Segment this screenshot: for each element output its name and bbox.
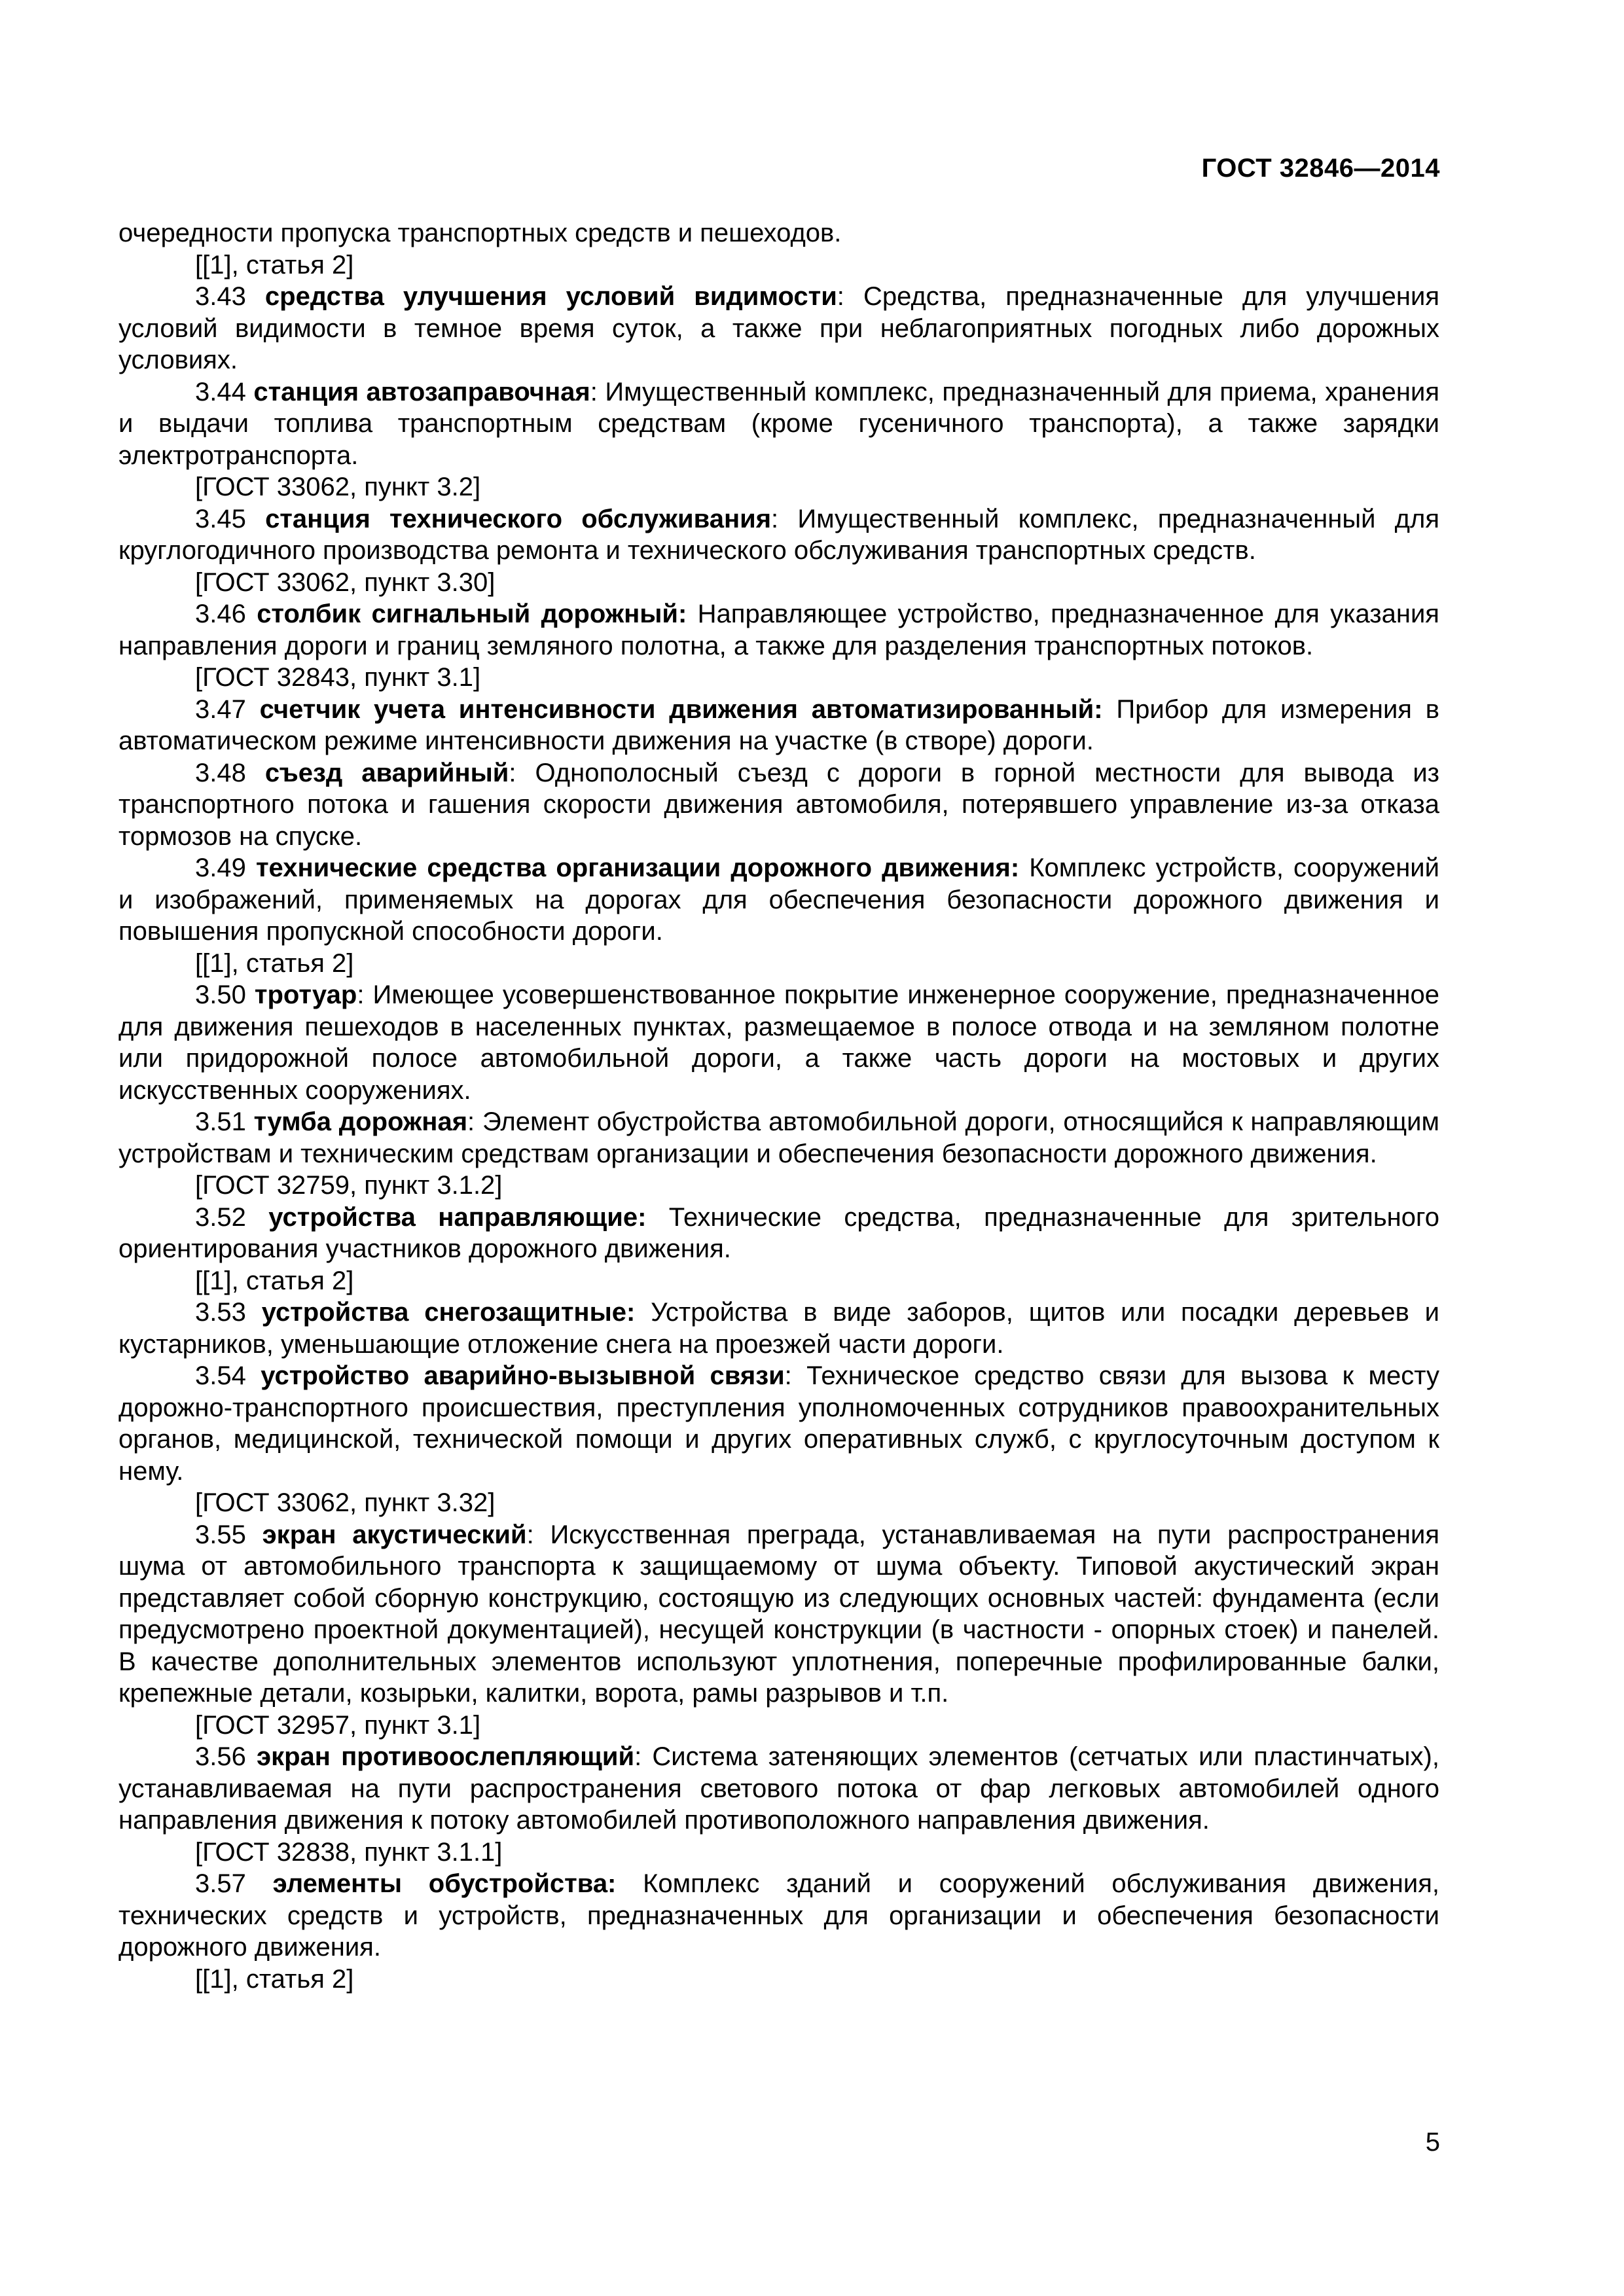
term-entry bbox=[118, 503, 1439, 567]
entry-reference: [ГОСТ 32838, пункт 3.1.1] bbox=[195, 1837, 503, 1867]
entry-number: 3.56 bbox=[195, 1742, 246, 1771]
entry-number: 3.51 bbox=[195, 1107, 246, 1136]
entry-definition: Имеющее усовершенствованное покрытие инженерное сооружение, предназначенное для движения пешеходов в населенных пунктах, размещаемое в полосе отвода и на земляном полотне или придорожной полосе автомобильной дороги, а также часть дороги на мостовых и других искусственных сооружениях. bbox=[118, 980, 1439, 1105]
entry-definition: Комплекс устройств, сооружений и изображений, применяемых на дорогах для обеспечения безопасности дорожного движения и повышения пропускной способности дороги. bbox=[118, 853, 1439, 946]
entry-number: 3.44 bbox=[195, 377, 246, 406]
continuation-text: очередности пропуска транспортных средств и пешеходов. bbox=[118, 219, 842, 247]
entry-separator: : bbox=[837, 282, 863, 311]
term-entry bbox=[118, 694, 1439, 757]
entry-term: средства улучшения условий видимости bbox=[264, 282, 837, 311]
term-entry bbox=[118, 852, 1439, 948]
entry-definition: Система затеняющих элементов (сетчатых или пластинчатых), устанавливаемая на пути распространения светового потока от фар легковых автомобилей одного направления движения к потоку автомобилей противоположного направления движения. bbox=[118, 1742, 1439, 1835]
term-entries bbox=[118, 281, 1439, 1995]
entry-separator bbox=[646, 1203, 668, 1232]
entry-definition: Прибор для измерения в автоматическом режиме интенсивности движения на участке (в створе) дороги. bbox=[118, 694, 1439, 755]
term-entry bbox=[118, 1868, 1439, 1964]
entry-separator: : bbox=[634, 1742, 653, 1771]
entry-separator: : bbox=[784, 1361, 807, 1390]
entry-term: счетчик учета интенсивности движения автоматизированный: bbox=[259, 694, 1103, 724]
entry-definition: Устройства в виде заборов, щитов или посадки деревьев и кустарников, уменьшающие отложение снега на проезжей части дороги. bbox=[118, 1298, 1439, 1359]
entry-definition: Комплекс зданий и сооружений обслуживания движения, технических средств и устройств, предназначенных для организации и обеспечения безопасности дорожного движения. bbox=[118, 1869, 1439, 1962]
entry-number: 3.53 bbox=[195, 1298, 246, 1327]
entry-term: тротуар bbox=[254, 980, 357, 1009]
entry-reference: [ГОСТ 32957, пункт 3.1] bbox=[195, 1710, 481, 1740]
entry-term: станция технического обслуживания bbox=[265, 504, 772, 533]
entry-separator bbox=[635, 1298, 651, 1327]
entry-reference: [ГОСТ 32843, пункт 3.1] bbox=[195, 663, 481, 692]
entry-term: устройства снегозащитные: bbox=[261, 1298, 636, 1327]
entry-term: съезд аварийный bbox=[264, 758, 509, 787]
entry-number: 3.43 bbox=[195, 282, 246, 311]
term-entry bbox=[118, 376, 1439, 472]
entry-number: 3.57 bbox=[195, 1869, 246, 1898]
entry-term: устройства направляющие: bbox=[268, 1202, 647, 1232]
entry-reference: [ГОСТ 33062, пункт 3.30] bbox=[195, 567, 496, 597]
entry-definition: Средства, предназначенные для улучшения условий видимости в темное время суток, а также при неблагоприятных погодных либо дорожных условиях. bbox=[118, 282, 1439, 374]
entry-separator: : bbox=[509, 758, 535, 787]
entry-separator: : bbox=[771, 504, 798, 533]
term-entry bbox=[118, 598, 1439, 662]
page-number: 5 bbox=[1425, 2128, 1440, 2157]
entry-term: тумба дорожная bbox=[253, 1107, 468, 1136]
entry-separator bbox=[687, 600, 697, 628]
entry-definition: Имущественный комплекс, предназначенный для круглогодичного производства ремонта и технического обслуживания транспортных средств. bbox=[118, 504, 1439, 565]
term-entry bbox=[118, 1360, 1439, 1487]
entry-definition: Имущественный комплекс, предназначенный для приема, хранения и выдачи топлива транспортным средствам (кроме гусеничного транспорта), а также зарядки электротранспорта. bbox=[118, 377, 1440, 470]
entry-term: устройство аварийно-вызывной связи bbox=[261, 1361, 785, 1390]
entry-definition: Техническое средство связи для вызова к месту дорожно-транспортного происшествия, преступления уполномоченных сотрудников правоохранительных органов, медицинской, технической помощи и других оперативных служб, с круглосуточным доступом к нему. bbox=[118, 1361, 1439, 1486]
entry-number: 3.46 bbox=[195, 600, 246, 628]
continuation-reference: [[1], статья 2] bbox=[195, 250, 354, 279]
document-body bbox=[118, 217, 1439, 1995]
term-entry bbox=[118, 1741, 1439, 1837]
term-entry bbox=[118, 1106, 1439, 1170]
entry-number: 3.50 bbox=[195, 980, 246, 1009]
term-entry bbox=[118, 979, 1439, 1106]
entry-term: экран акустический bbox=[262, 1520, 527, 1549]
entry-separator: : bbox=[467, 1107, 482, 1136]
entry-definition: Искусственная преграда, устанавливаемая на пути распространения шума от автомобильного транспорта к защищаемому от шума объекту. Типовой акустический экран представляет собой сборную конструкцию, состоящую из следующих основных частей: фундамента (если предусмотрено проектной документацией), несущей конструкции (в частности - опорных стоек) и панелей. В качестве дополнительных элементов используют уплотнения, поперечные профилированные балки, крепежные детали, козырьки, калитки, ворота, рамы разрывов и т.п. bbox=[118, 1520, 1439, 1708]
entry-separator: : bbox=[526, 1520, 550, 1549]
entry-term: экран противоослепляющий bbox=[257, 1742, 635, 1771]
entry-reference: [[1], статья 2] bbox=[195, 1266, 354, 1295]
term-entry bbox=[118, 757, 1439, 853]
entry-reference: [ГОСТ 33062, пункт 3.32] bbox=[195, 1488, 496, 1517]
term-entry bbox=[118, 1519, 1439, 1710]
entry-separator bbox=[1019, 853, 1029, 882]
entry-number: 3.52 bbox=[195, 1202, 246, 1232]
entry-separator: : bbox=[590, 377, 605, 406]
entry-definition: Технические средства, предназначенные для зрительного ориентирования участников дорожного движения. bbox=[118, 1202, 1439, 1263]
entry-reference: [[1], статья 2] bbox=[195, 948, 354, 978]
entry-number: 3.47 bbox=[195, 694, 246, 724]
entry-separator bbox=[1103, 695, 1117, 724]
entry-term: технические средства организации дорожного движения: bbox=[255, 853, 1020, 882]
entry-term: станция автозаправочная bbox=[253, 377, 590, 406]
entry-term: столбик сигнальный дорожный: bbox=[257, 600, 687, 628]
standard-code-header: ГОСТ 32846—2014 bbox=[1201, 154, 1440, 183]
entry-reference: [[1], статья 2] bbox=[195, 1964, 354, 1994]
term-entry bbox=[118, 1297, 1439, 1360]
entry-reference: [ГОСТ 32759, пункт 3.1.2] bbox=[195, 1171, 503, 1200]
entry-number: 3.54 bbox=[195, 1361, 246, 1390]
entry-reference: [ГОСТ 33062, пункт 3.2] bbox=[195, 473, 481, 501]
entry-number: 3.55 bbox=[195, 1520, 246, 1549]
entry-separator bbox=[616, 1869, 643, 1898]
entry-number: 3.48 bbox=[195, 758, 246, 787]
entry-term: элементы обустройства: bbox=[272, 1869, 617, 1898]
term-entry bbox=[118, 1202, 1439, 1265]
entry-definition: Направляющее устройство, предназначенное для указания направления дороги и границ земляного полотна, а также для разделения транспортных потоков. bbox=[118, 600, 1439, 660]
entry-separator: : bbox=[357, 980, 373, 1009]
entry-definition: Однополосный съезд с дороги в горной местности для вывода из транспортного потока и гашения скорости движения автомобиля, потерявшего управление из-за отказа тормозов на спуске. bbox=[118, 758, 1439, 851]
entry-number: 3.45 bbox=[195, 504, 246, 533]
entry-definition: Элемент обустройства автомобильной дороги, относящийся к направляющим устройствам и техническим средствам организации и обеспечения безопасности дорожного движения. bbox=[118, 1107, 1439, 1168]
term-entry bbox=[118, 281, 1439, 376]
entry-number: 3.49 bbox=[195, 853, 246, 882]
